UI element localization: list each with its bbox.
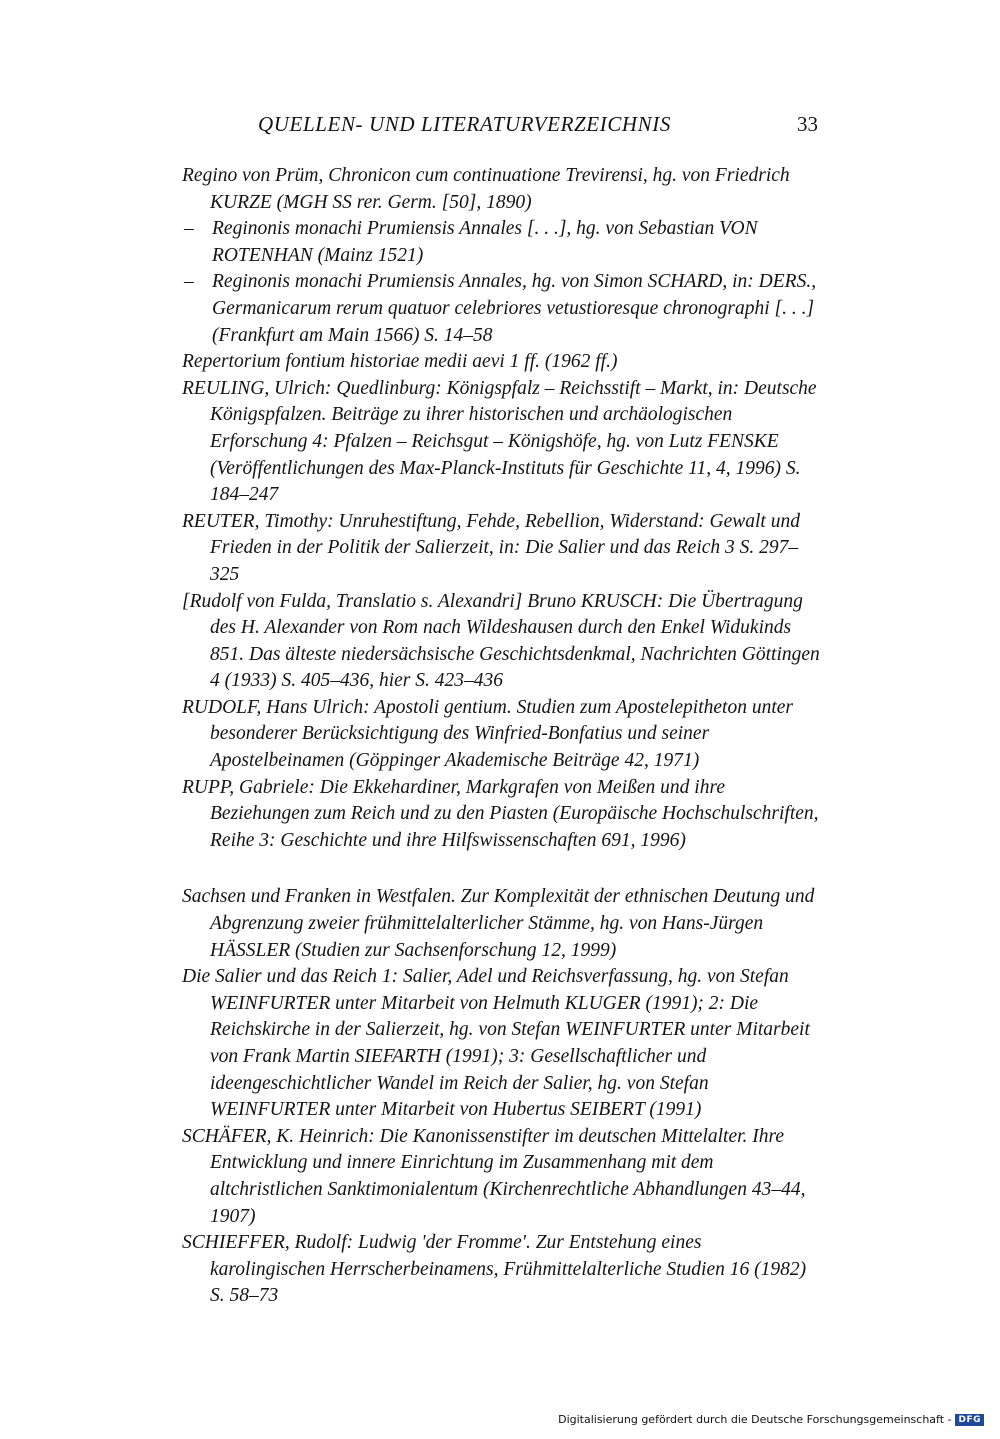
entry-text: Reginonis monachi Prumiensis Annales [. . .], hg. von Sebastian VON ROTENHAN (Mainz 1521)	[212, 218, 758, 266]
continuation-dash: –	[184, 218, 194, 240]
entry-text: REULING, Ulrich: Quedlinburg: Königspfalz – Reichsstift – Markt, in: Deutsche Königspfalzen. Beiträge zu ihrer historischen und archäologischen Erforschung 4: Pfalzen – Reichsgut – Königshöfe, hg. von Lutz FENSKE (Veröffentlichungen des Max-Planck-Instituts für Geschichte 11, 4, 1996) S. 184–247	[182, 377, 817, 506]
entry-text: RUDOLF, Hans Ulrich: Apostoli gentium. Studien zum Apostelepitheton unter besonderer Berücksichtigung des Winfried-Bonfatius und seiner Apostelbeinamen (Göppinger Akademische Beiträge 42, 1971)	[182, 696, 793, 772]
entry-text: REUTER, Timothy: Unruhestiftung, Fehde, Rebellion, Widerstand: Gewalt und Frieden in der Politik der Salierzeit, in: Die Salier und das Reich 3 S. 297–325	[182, 510, 800, 585]
bibliography-entry	[182, 269, 820, 349]
running-title: QUELLEN- UND LITERATURVERZEICHNIS	[258, 112, 671, 136]
page-header	[258, 112, 818, 148]
bibliography-list	[182, 163, 820, 1310]
bibliography-entry	[182, 509, 820, 589]
entry-text: RUPP, Gabriele: Die Ekkehardiner, Markgrafen von Meißen und ihre Beziehungen zum Reich und zu den Piasten (Europäische Hochschulschriften, Reihe 3: Geschichte und ihre Hilfswissenschaften 691, 1996)	[182, 776, 819, 851]
bibliography-entry	[182, 1124, 820, 1230]
footer-credit: Digitalisierung gefördert durch die Deutsche Forschungsgemeinschaft -	[558, 1413, 952, 1426]
entry-text: Sachsen und Franken in Westfalen. Zur Komplexität der ethnischen Deutung und Abgrenzung zweier frühmittelalterlicher Stämme, hg. von Hans-Jürgen HÄSSLER (Studien zur Sachsenforschung 12, 1999)	[182, 886, 815, 961]
page-number: 33	[797, 112, 818, 136]
entry-text: Die Salier und das Reich 1: Salier, Adel und Reichsverfassung, hg. von Stefan WEINFURTER unter Mitarbeit von Helmuth KLUGER (1991); 2: Die Reichskirche in der Salierzeit, hg. von Stefan WEINFURTER unter Mitarbeit von Frank Martin SIEFARTH (1991); 3: Gesellschaftlicher und ideengeschichtlicher Wandel im Reich der Salier, hg. von Stefan WEINFURTER unter Mitarbeit von Hubertus SEIBERT (1991)	[182, 966, 810, 1121]
bibliography-entry	[182, 216, 820, 269]
entry-text: Regino von Prüm, Chronicon cum continuatione Trevirensi, hg. von Friedrich KURZE (MGH SS rer. Germ. [50], 1890)	[182, 165, 790, 213]
bibliography-entry	[182, 376, 820, 509]
digitization-footer	[558, 1413, 984, 1426]
bibliography-entry	[182, 349, 820, 376]
continuation-dash: –	[184, 271, 194, 293]
entry-text: SCHÄFER, K. Heinrich: Die Kanonissenstifter im deutschen Mittelalter. Ihre Entwicklung und innere Einrichtung im Zusammenhang mit dem altchristlichen Sanktimonialentum (Kirchenrechtliche Abhandlungen 43–44, 1907)	[182, 1125, 806, 1227]
bibliography-entry	[182, 964, 820, 1124]
entry-text: [Rudolf von Fulda, Translatio s. Alexandri] Bruno KRUSCH: Die Übertragung des H. Alexander von Rom nach Wildeshausen durch den Enkel Widukinds 851. Das älteste niedersächsische Geschichtsdenkmal, Nachrichten Göttingen 4 (1933) S. 405–436, hier S. 423–436	[182, 590, 820, 692]
bibliography-entry	[182, 775, 820, 855]
section-gap	[182, 854, 820, 884]
bibliography-entry	[182, 1230, 820, 1310]
bibliography-entry	[182, 589, 820, 695]
bibliography-entry	[182, 163, 820, 216]
entry-text: SCHIEFFER, Rudolf: Ludwig 'der Fromme'. Zur Entstehung eines karolingischen Herrscherbeinamens, Frühmittelalterliche Studien 16 (1982) S. 58–73	[182, 1232, 807, 1307]
dfg-logo: DFG	[955, 1414, 984, 1426]
bibliography-entry	[182, 695, 820, 775]
entry-text: Repertorium fontium historiae medii aevi 1 ff. (1962 ff.)	[182, 351, 618, 373]
bibliography-entry	[182, 884, 820, 964]
entry-text: Reginonis monachi Prumiensis Annales, hg. von Simon SCHARD, in: DERS., Germanicarum rerum quatuor celebriores vetustioresque chronographi [. . .] (Frankfurt am Main 1566) S. 14–58	[212, 271, 817, 346]
